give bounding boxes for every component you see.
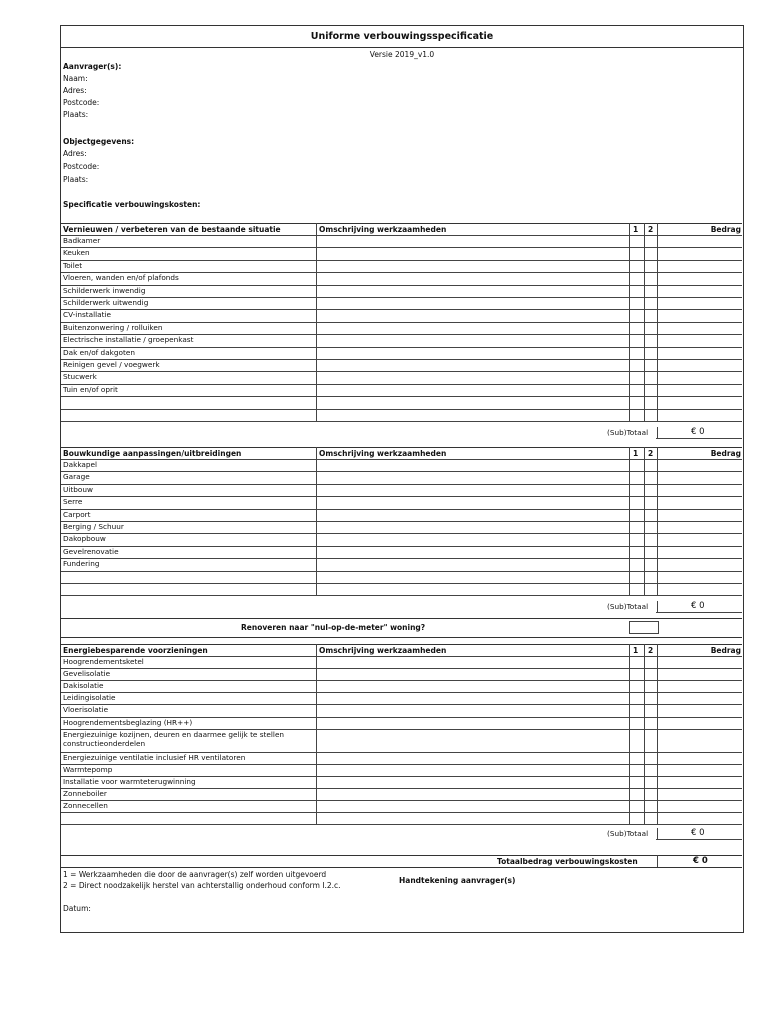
table-row-label: Buitenzonwering / rolluiken xyxy=(63,322,163,332)
column-description-header: Omschrijving werkzaamheden xyxy=(319,646,447,655)
renovate-checkbox[interactable] xyxy=(629,621,659,634)
column-2-header: 2 xyxy=(648,225,654,234)
object-heading: Objectgegevens: xyxy=(63,137,135,146)
table-row-label: Fundering xyxy=(63,559,100,569)
column-divider xyxy=(657,223,658,421)
divider xyxy=(61,618,742,619)
table-row-label: Dakisolatie xyxy=(63,681,104,691)
column-1-header: 1 xyxy=(633,225,639,234)
section-top-border xyxy=(61,447,742,448)
column-divider xyxy=(629,447,630,595)
subtotal-underline xyxy=(656,438,742,439)
row-divider xyxy=(61,571,742,572)
column-divider xyxy=(316,223,317,421)
applicant-name-label: Naam: xyxy=(63,74,88,83)
table-row-label: Dakopbouw xyxy=(63,534,106,544)
table-row-label: Keuken xyxy=(63,248,90,258)
section-top-border xyxy=(61,644,742,645)
table-row-label: Installatie voor warmteterugwinning xyxy=(63,776,196,786)
subtotal-label: (Sub)Totaal xyxy=(607,428,649,437)
subtotal-value: € 0 xyxy=(691,601,705,612)
column-divider xyxy=(644,223,645,421)
subtotal-label: (Sub)Totaal xyxy=(607,602,649,612)
column-amount-header: Bedrag xyxy=(710,646,741,655)
column-2-header: 2 xyxy=(648,449,654,458)
column-divider xyxy=(316,447,317,595)
column-divider xyxy=(657,644,658,824)
spec-heading: Specificatie verbouwingskosten: xyxy=(63,200,201,209)
column-1-header: 1 xyxy=(633,449,639,458)
row-divider xyxy=(61,812,742,813)
table-row-label: Electrische installatie / groepenkast xyxy=(63,335,194,345)
subtotal-value: € 0 xyxy=(691,828,705,839)
object-address-label: Adres: xyxy=(63,149,87,158)
total-value: € 0 xyxy=(693,856,708,866)
column-1-header: 1 xyxy=(633,646,639,655)
column-divider xyxy=(629,223,630,421)
table-row-label: Vloeren, wanden en/of plafonds xyxy=(63,273,179,283)
table-row-label: Warmtepomp xyxy=(63,764,113,774)
subtotal-underline xyxy=(656,612,742,613)
table-row-label: Schilderwerk uitwendig xyxy=(63,298,149,307)
section-title: Bouwkundige aanpassingen/uitbreidingen xyxy=(63,449,242,458)
page-title: Uniforme verbouwingsspecificatie xyxy=(61,26,743,48)
table-row-label: Schilderwerk inwendig xyxy=(63,285,146,295)
section-title: Vernieuwen / verbeteren van de bestaande situatie xyxy=(63,225,281,234)
applicant-postcode-label: Postcode: xyxy=(63,98,100,107)
column-divider xyxy=(316,644,317,824)
table-row-label: Zonnecellen xyxy=(63,801,108,810)
divider xyxy=(61,867,742,868)
row-divider xyxy=(61,421,742,422)
divider xyxy=(657,855,658,867)
date-label: Datum: xyxy=(63,904,91,913)
table-row-label: Carport xyxy=(63,509,91,519)
applicant-address-label: Adres: xyxy=(63,86,87,95)
row-divider xyxy=(61,396,742,397)
table-row-label: Dak en/of dakgoten xyxy=(63,347,135,357)
table-row-label: Hoogrendementsbeglazing (HR++) xyxy=(63,717,193,727)
subtotal-label: (Sub)Totaal xyxy=(607,829,649,839)
table-row-label: CV-installatie xyxy=(63,310,111,320)
column-description-header: Omschrijving werkzaamheden xyxy=(319,225,447,234)
row-divider xyxy=(61,583,742,584)
object-postcode-label: Postcode: xyxy=(63,162,100,171)
table-row-label: Vloerisolatie xyxy=(63,705,109,715)
row-divider xyxy=(61,824,742,825)
section-title: Energiebesparende voorzieningen xyxy=(63,646,208,655)
row-divider xyxy=(61,595,742,596)
table-row-label: Energiezuinige ventilatie inclusief HR ventilatoren xyxy=(63,752,246,762)
column-amount-header: Bedrag xyxy=(710,449,741,458)
table-row-label: Dakkapel xyxy=(63,460,98,469)
object-city-label: Plaats: xyxy=(63,175,89,184)
renovate-question: Renoveren naar "nul-op-de-meter" woning? xyxy=(241,623,426,632)
table-row-label: Toilet xyxy=(63,260,83,270)
divider xyxy=(61,637,742,638)
column-description-header: Omschrijving werkzaamheden xyxy=(319,449,447,458)
table-row-label: Reinigen gevel / voegwerk xyxy=(63,360,160,369)
column-divider xyxy=(657,447,658,595)
table-row-label: Hoogrendementsketel xyxy=(63,657,144,666)
subtotal-underline xyxy=(656,839,742,840)
signature-label: Handtekening aanvrager(s) xyxy=(399,876,516,885)
specification-sheet xyxy=(60,25,744,933)
table-row-label: Leidingisolatie xyxy=(63,693,116,703)
table-row-label: Tuin en/of oprit xyxy=(63,384,118,394)
column-2-header: 2 xyxy=(648,646,654,655)
table-row-label: Berging / Schuur xyxy=(63,522,124,531)
applicant-heading: Aanvrager(s): xyxy=(63,62,122,71)
table-row-label: Gevelrenovatie xyxy=(63,546,119,556)
table-row-label: Zonneboiler xyxy=(63,788,107,798)
section-top-border xyxy=(61,223,742,224)
footnote-1: 1 = Werkzaamheden die door de aanvrager(s) zelf worden uitgevoerd xyxy=(63,870,327,879)
subtotal-value: € 0 xyxy=(691,427,705,437)
table-row-label: Uitbouw xyxy=(63,484,93,494)
table-row-label: Serre xyxy=(63,497,83,507)
applicant-city-label: Plaats: xyxy=(63,110,89,119)
column-amount-header: Bedrag xyxy=(710,225,741,234)
column-divider xyxy=(644,644,645,824)
total-label: Totaalbedrag verbouwingskosten xyxy=(497,857,638,866)
footnote-2: 2 = Direct noodzakelijk herstel van achterstallig onderhoud conform I.2.c. xyxy=(63,881,341,890)
divider xyxy=(61,855,742,856)
table-row-label: Badkamer xyxy=(63,236,101,245)
row-divider xyxy=(61,409,742,410)
column-divider xyxy=(644,447,645,595)
table-row-label: Gevelisolatie xyxy=(63,669,111,679)
table-row-label: Garage xyxy=(63,472,90,482)
table-row-label: Stucwerk xyxy=(63,372,97,382)
version-label: Versie 2019_v1.0 xyxy=(369,50,435,59)
column-divider xyxy=(629,644,630,824)
table-row-label: Energiezuinige kozijnen, deuren en daarmee gelijk te stellen constructieonderdelen xyxy=(63,729,285,749)
